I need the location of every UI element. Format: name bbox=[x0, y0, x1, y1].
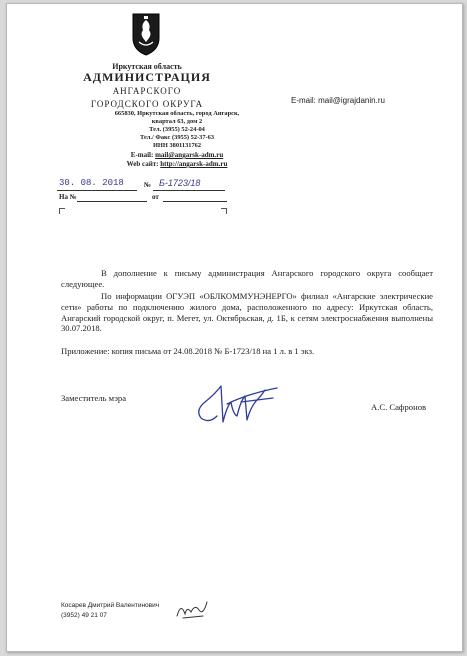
body-paragraph-2: По информации ОГУЭП «ОБЛКОММУНЭНЕРГО» филиал «Ангарские электрические сети» работы по подключению жилого дома, расположенного по адресу: Иркутская область, Ангарский городской округ, п. Мегет, ул. Октябрьская, д. 1Б, к сетям электроснабжения выполнены 30.07.2018. bbox=[61, 291, 433, 334]
phone-line: Тел. (3955) 52-24-04 bbox=[149, 126, 205, 133]
from-label: от bbox=[152, 193, 159, 201]
recipient-email: E-mail: mail@igrajdanin.ru bbox=[291, 96, 385, 105]
fax-line: Тел./ Факс (3955) 52-37-63 bbox=[139, 134, 215, 141]
address-line2: квартал 63, дом 2 bbox=[151, 118, 203, 125]
date-underline bbox=[57, 190, 137, 191]
web-link[interactable]: http://angarsk-adm.ru bbox=[160, 160, 228, 168]
header-admin: АДМИНИСТРАЦИЯ bbox=[83, 70, 211, 84]
executor-phone: (3952) 49 21 07 bbox=[61, 612, 107, 619]
inn-line: ИНН 3801131762 bbox=[152, 142, 202, 149]
header-line2: ГОРОДСКОГО ОКРУГА bbox=[90, 99, 204, 109]
number-label: № bbox=[144, 181, 152, 189]
from-underline bbox=[163, 201, 227, 202]
handwritten-initials bbox=[173, 596, 211, 622]
coat-of-arms-icon bbox=[131, 12, 161, 56]
signer-name: А.С. Сафронов bbox=[371, 402, 427, 412]
body-attachment: Приложение: копия письма от 24.08.2018 № Б-1723/18 на 1 л. в 1 экз. bbox=[61, 346, 315, 356]
registration-number: Б-1723/18 bbox=[159, 178, 201, 188]
body-paragraph-1: В дополнение к письму администрация Ангарского городского округа сообщает следующее. bbox=[61, 268, 433, 289]
number-underline bbox=[153, 190, 225, 191]
header-region: Иркутская область bbox=[112, 62, 182, 71]
address-line1: 665830, Иркутская область, город Ангарск, bbox=[114, 110, 240, 117]
ref-label: На № bbox=[59, 193, 77, 201]
corner-mark-left bbox=[59, 208, 65, 214]
executor-name: Косарев Дмитрий Валентинович bbox=[61, 602, 160, 609]
email-link[interactable]: mail@angarsk-adm.ru bbox=[155, 151, 224, 159]
handwritten-signature bbox=[187, 376, 283, 432]
letter-page bbox=[6, 3, 463, 652]
ref-underline bbox=[77, 201, 147, 202]
email-label: E-mail: bbox=[130, 151, 154, 159]
corner-mark-right bbox=[221, 208, 227, 214]
registration-date: 30. 08. 2018 bbox=[59, 178, 124, 188]
signer-title: Заместитель мэра bbox=[61, 393, 127, 403]
header-line1: АНГАРСКОГО bbox=[112, 86, 182, 96]
header-email bbox=[92, 151, 262, 159]
web-label: Web сайт: bbox=[126, 160, 159, 168]
header-web bbox=[92, 160, 262, 168]
